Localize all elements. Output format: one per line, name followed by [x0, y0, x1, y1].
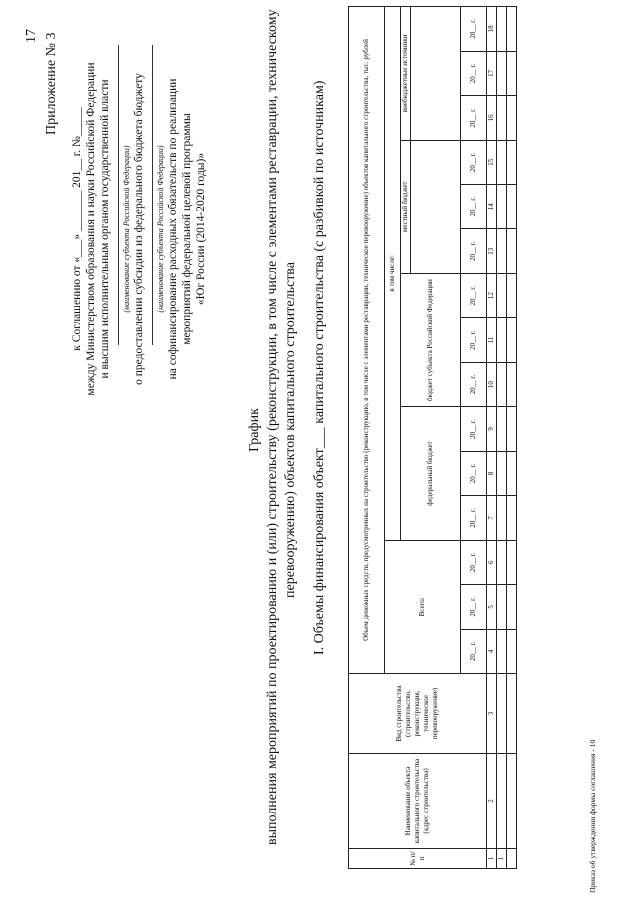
row-cell	[507, 96, 517, 140]
column-number: 17	[487, 51, 497, 95]
row-cell	[497, 451, 507, 495]
document-title-line-2: перевооружению) объектов капитального строительства	[283, 262, 298, 598]
appendix-label: Приложение № 3	[44, 32, 59, 135]
row-cell	[507, 229, 517, 273]
financing-table	[348, 6, 517, 869]
page-number: 17	[24, 29, 39, 43]
row-cell	[507, 496, 517, 540]
agreement-line-7: «Юг России (2014-2020 годы)»	[195, 152, 207, 306]
year-cell: 20__ г.	[461, 229, 487, 273]
agreement-line-1: к Соглашению от «___» _______ 201__ г. №_____	[71, 107, 83, 351]
row-cell	[497, 318, 507, 362]
header-local-spacer	[411, 140, 461, 273]
header-federal: федеральный бюджет	[401, 407, 461, 540]
year-cell: 20__ г.	[461, 407, 487, 451]
row-cell	[507, 140, 517, 184]
row-cell	[497, 96, 507, 140]
column-number: 7	[487, 496, 497, 540]
row-cell-name	[497, 754, 507, 849]
agreement-note-2: (наименование субъекта Российской Федерации)	[156, 145, 165, 313]
row-cell	[497, 51, 507, 95]
table-row	[507, 7, 517, 869]
column-number: 9	[487, 407, 497, 451]
row-cell	[507, 318, 517, 362]
row-cell	[507, 629, 517, 673]
table-row	[497, 7, 507, 869]
row-cell	[507, 407, 517, 451]
row-cell	[497, 407, 507, 451]
header-volume: Объем денежных средств, предусмотренных на строительство (реконструкцию, в том числе с элементами реставрации, техническое перевооружение) объектов капитального строительства, тыс. рублей	[349, 7, 385, 674]
agreement-note-1: (наименование субъекта Российской Федерации)	[122, 145, 131, 313]
row-number	[507, 849, 517, 869]
column-number: 11	[487, 318, 497, 362]
year-cell: 20__ г.	[461, 629, 487, 673]
header-type: Вид строительства (строительство, реконструкция, техническое перевооружение)	[349, 674, 487, 754]
agreement-line-5: на софинансирование расходных обязательств по реализации	[167, 78, 179, 380]
column-number: 14	[487, 185, 497, 229]
header-including: в том числе:	[385, 7, 401, 541]
column-number: 1	[487, 849, 497, 869]
row-cell	[507, 273, 517, 317]
column-number: 16	[487, 96, 497, 140]
agreement-blank-line-1	[118, 45, 119, 345]
row-cell	[507, 51, 517, 95]
row-cell	[497, 362, 507, 406]
year-cell: 20__ г.	[461, 362, 487, 406]
header-num: № п/п	[349, 849, 487, 869]
column-number: 10	[487, 362, 497, 406]
header-local: местный бюджет	[401, 140, 411, 273]
year-cell: 20__ г.	[461, 451, 487, 495]
year-cell: 20__ г.	[461, 540, 487, 584]
row-cell-type	[507, 674, 517, 754]
agreement-line-6: мероприятий федеральной целевой программы	[181, 113, 193, 345]
column-number-row	[487, 7, 497, 869]
agreement-line-4: о предоставлении субсидии из федерального бюджета бюджету	[133, 73, 145, 385]
year-cell: 20__ г.	[461, 273, 487, 317]
row-cell	[497, 540, 507, 584]
column-number: 13	[487, 229, 497, 273]
row-cell	[507, 585, 517, 629]
year-cell: 20__ г.	[461, 96, 487, 140]
column-number: 4	[487, 629, 497, 673]
row-cell	[497, 140, 507, 184]
header-regional: бюджет субъекта Российской Федерации	[401, 273, 461, 406]
row-cell	[497, 229, 507, 273]
row-cell	[507, 451, 517, 495]
year-cell: 20__ г.	[461, 585, 487, 629]
year-cell: 20__ г.	[461, 496, 487, 540]
year-cell: 20__ г.	[461, 318, 487, 362]
section-title: I. Объемы финансирования объект___ капитального строительства (с разбивкой по источникам)	[312, 80, 327, 655]
row-cell	[507, 185, 517, 229]
agreement-blank-line-2	[152, 45, 153, 345]
header-name: Наименование объекта капитального строительства (адрес строительства)	[349, 754, 487, 849]
row-cell-type	[497, 674, 507, 754]
column-number: 18	[487, 7, 497, 52]
row-cell	[497, 7, 507, 52]
agreement-line-2: между Министерством образования и науки Российской Федерации	[85, 62, 97, 396]
row-cell	[497, 496, 507, 540]
document-title-line-1: выполнения мероприятий по проектированию и (или) строительству (реконструкции, в том числе с элементами реставрации, техническому	[265, 9, 280, 845]
column-number: 6	[487, 540, 497, 584]
row-cell	[497, 585, 507, 629]
footer-note: Приказ об утверждении формы соглашения - 10	[588, 739, 597, 893]
row-cell	[497, 273, 507, 317]
column-number: 15	[487, 140, 497, 184]
row-cell	[507, 540, 517, 584]
agreement-line-3: и высшим исполнительным органом государственной власти	[99, 79, 111, 379]
column-number: 2	[487, 754, 497, 849]
document-title: График	[247, 408, 262, 452]
column-number: 5	[487, 585, 497, 629]
column-number: 3	[487, 674, 497, 754]
year-cell: 20__ г.	[461, 140, 487, 184]
row-cell	[497, 185, 507, 229]
row-cell-name	[507, 754, 517, 849]
header-total: Всего:	[385, 540, 461, 673]
header-extra: внебюджетные источники	[401, 7, 411, 141]
column-number: 12	[487, 273, 497, 317]
year-cell: 20__ г.	[461, 185, 487, 229]
row-cell	[497, 629, 507, 673]
row-number: 1	[497, 849, 507, 869]
column-number: 8	[487, 451, 497, 495]
row-cell	[507, 362, 517, 406]
year-cell: 20__ г.	[461, 7, 487, 52]
header-extra-spacer	[411, 7, 461, 141]
year-cell: 20__ г.	[461, 51, 487, 95]
row-cell	[507, 7, 517, 52]
